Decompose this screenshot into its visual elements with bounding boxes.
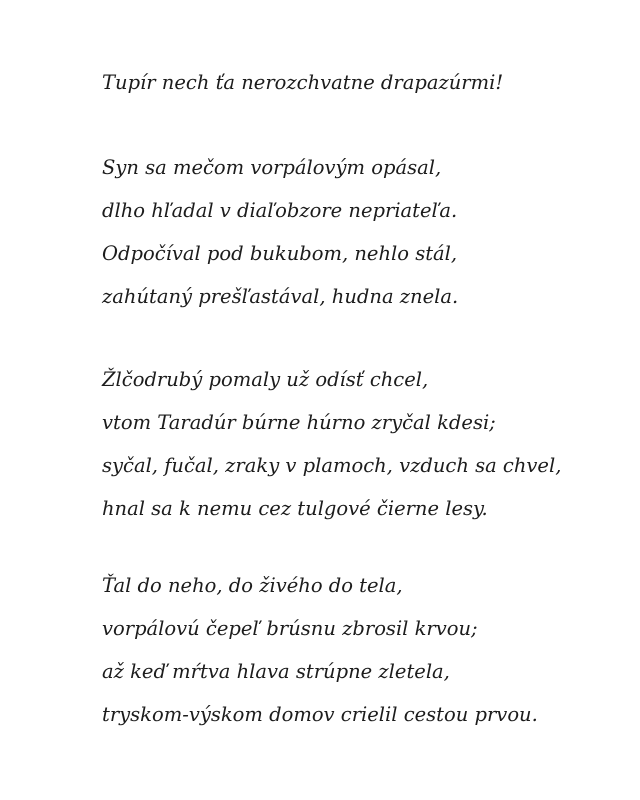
poem-line: hnal sa k nemu cez tulgové čierne lesy.	[102, 497, 488, 520]
poem-line: dlho hľadal v diaľobzore nepriateľa.	[102, 199, 458, 222]
poem-line: zahútaný prešľastával, hudna znela.	[102, 285, 459, 308]
poem-line: vorpálovú čepeľ brúsnu zbrosil krvou;	[102, 617, 478, 640]
poem-line: Žlčodrubý pomaly už odísť chcel,	[102, 368, 429, 391]
poem-line: Tupír nech ťa nerozchvatne drapazúrmi!	[102, 71, 504, 94]
poem-line: tryskom-výskom domov crielil cestou prvou.	[102, 703, 538, 726]
poem-line: Syn sa mečom vorpálovým opásal,	[102, 156, 442, 179]
poem-line: Ťal do neho, do živého do tela,	[102, 574, 403, 597]
poem-line: vtom Taradúr búrne húrno zryčal kdesi;	[102, 411, 496, 434]
poem-line: až keď mŕtva hlava strúpne zletela,	[102, 660, 450, 683]
poem-line: Odpočíval pod bukubom, nehlo stál,	[102, 242, 458, 265]
poem-line: syčal, fučal, zraky v plamoch, vzduch sa chvel,	[102, 454, 562, 477]
